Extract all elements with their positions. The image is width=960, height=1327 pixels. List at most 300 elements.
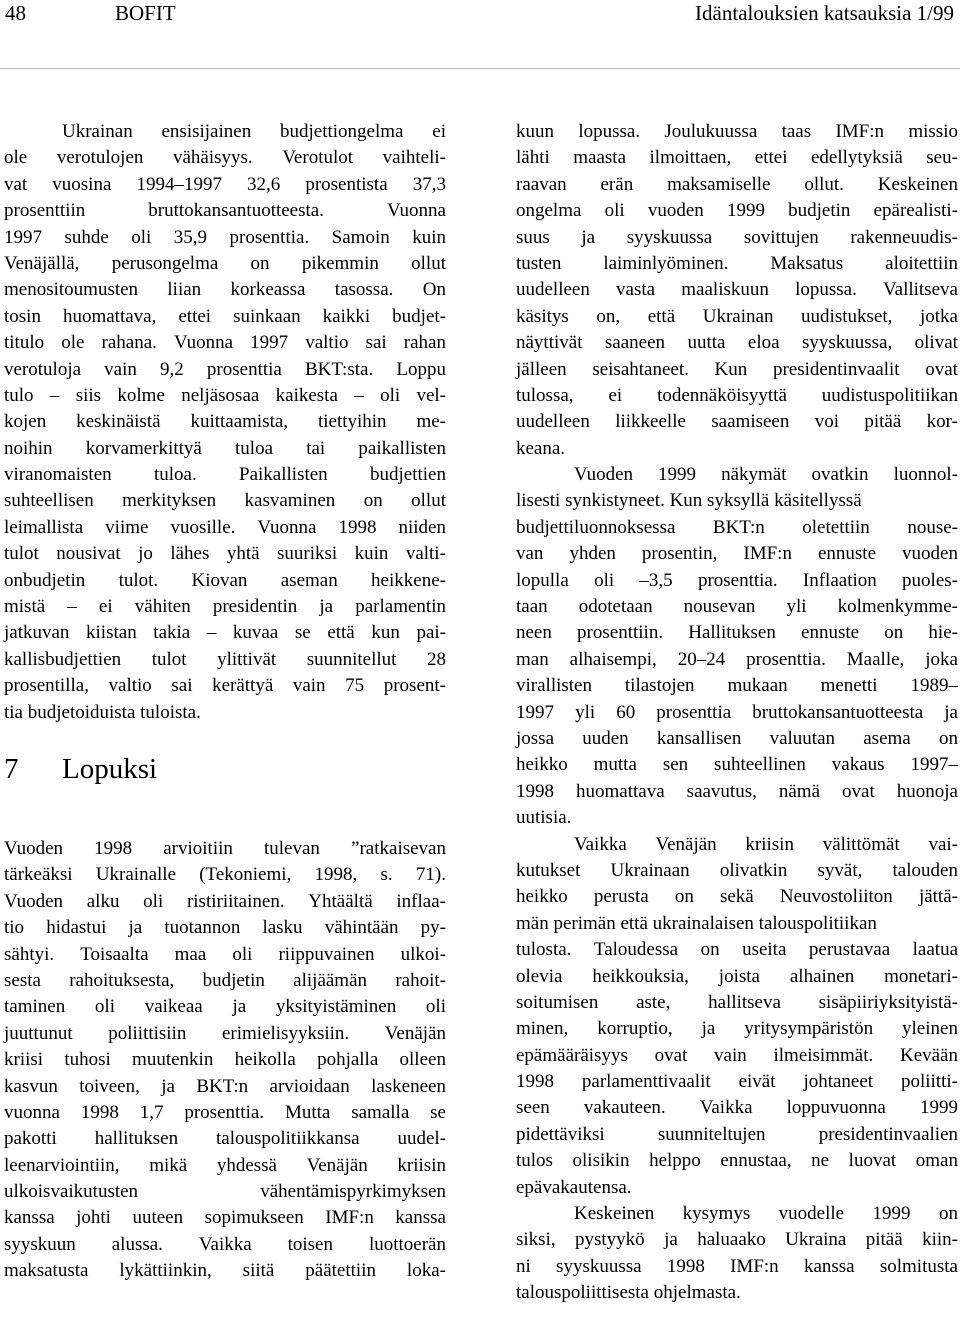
word: mutta [593,754,637,776]
word: kuun [516,121,554,142]
word: syyskuussa [556,1255,642,1277]
word: ensisijainen [161,121,252,142]
text-line [4,277,446,303]
word: vuodelle [778,1203,845,1225]
word: tasossa. [334,279,394,301]
word: luovat [848,1150,897,1172]
word: odotetaan [578,596,653,618]
word: käsitys [516,305,569,327]
text-line [4,968,446,994]
word: prosenttiin. [577,622,664,644]
text-line [4,1205,446,1231]
word: yli [575,701,596,723]
word: suhde [64,226,109,248]
word: mukaan [727,675,788,697]
word: pakotti [4,1128,57,1150]
word: vain [292,675,326,697]
text-line [516,805,958,831]
word: solmitusta [879,1255,958,1277]
text-line [4,862,446,888]
word: on [674,886,694,908]
word: johti [76,1207,111,1229]
word: olevia [516,965,563,987]
word: vähentämispyrkimyksen [260,1181,446,1203]
word: Ukrainalle [95,864,176,886]
word: että [647,305,676,327]
word: Maksatus [770,252,844,274]
word: välittömät [822,833,900,855]
word: jälleen [516,358,567,380]
word: lykättiinkin, [119,1260,212,1282]
word: suunnitellut [306,648,397,670]
word: lähes [170,543,210,565]
word: suuriksi [276,543,338,565]
word: ilmeisimmät. [773,1044,874,1066]
text-line [516,752,958,778]
word: luottoerän [368,1233,446,1255]
text-line [4,251,446,277]
word: tulosta. [516,939,572,961]
word: saaneen [604,332,666,354]
word: Vallitseva [883,279,958,301]
word: ettei [754,147,788,169]
paragraph [516,119,958,462]
word: asema [863,727,911,749]
word: ja [664,1229,678,1251]
word: – [206,622,217,644]
word: liikkeelle [615,411,686,433]
text-line [4,1258,446,1284]
word: taan [516,596,548,618]
word: onbudjetin [4,569,86,591]
word: yksityistäminen [275,996,397,1018]
word: eloa [747,332,780,354]
word: 1998 [94,837,133,859]
word: maksamiselle [667,173,771,195]
word: olisikin [572,1150,630,1172]
word: siksi, [516,1229,556,1251]
word: verotulojen [56,147,144,169]
text-line [516,647,958,673]
word: monetari- [884,965,958,987]
word: siitä [242,1260,275,1282]
word: 35,9 [173,226,208,248]
word: lopulla [516,569,569,591]
word: Vuonna [386,200,446,222]
text-line [4,436,446,462]
word: IMF:n [835,121,885,142]
word: vai- [928,833,958,855]
word: talouspolitiikkansa [215,1128,360,1150]
word: loppuvuonna [786,1097,886,1119]
word: paikallisten [358,437,446,459]
word: edellytyksiä [810,147,903,169]
text-line [516,884,958,910]
word: juuttunut [4,1022,73,1044]
word: Hallituksen [688,622,776,644]
text-line [516,990,958,1016]
word: presidentin [212,596,298,618]
word: ei [98,596,113,618]
text-line [4,1232,446,1258]
text-line [516,1175,958,1201]
word: Kiovan [191,569,248,591]
word: seen [516,1097,550,1119]
word: ja [319,596,334,618]
word: Venäjän [655,833,717,855]
word: yleinen [902,1018,958,1040]
word: rahan [403,332,446,354]
word: heikko [516,754,568,776]
word: perusongelma [111,252,219,274]
word: me- [416,411,446,433]
word: 1997 [250,332,289,354]
word: kallisbudjettien [4,648,122,670]
word: seisahtaneet. [592,358,689,380]
word: ollut [411,490,446,512]
word: rakenneuudis- [850,226,958,248]
word: tio [4,917,25,939]
section-number: 7 [4,752,19,785]
text-line [4,330,446,356]
word: kuin [412,226,446,248]
word: nouse- [907,516,958,538]
word: lähti [516,147,550,169]
text-line [516,462,958,488]
word: samalla [351,1101,410,1123]
word: muutenkin [132,1049,214,1071]
word: on [884,622,904,644]
text-line [516,488,958,514]
text-line [516,620,958,646]
text-line [4,594,446,620]
text-line [4,620,446,646]
word: yhden [569,543,616,565]
word: syyskuussa, [801,332,893,354]
word: ovat [925,358,958,380]
word: – [49,384,60,406]
word: inflaa- [396,890,446,912]
text-line [516,198,958,224]
word: vuosina [52,173,112,195]
paragraph [516,832,958,1201]
word: prosenttiin [4,200,86,222]
word: 1998, [314,864,358,886]
word: 1989– [910,675,958,697]
word: Keskeinen [574,1203,655,1225]
word: 1998 [338,516,377,538]
text-line [516,357,958,383]
text-line [516,1095,958,1121]
word: erän [600,173,634,195]
word: aste, [636,991,671,1013]
word: epävakautensa. [516,1176,632,1198]
word: vuonna [4,1101,60,1123]
word: korruptio, [597,1018,673,1040]
word: BKT:n [712,516,765,538]
word: oli [604,200,625,222]
word: on, [596,305,621,327]
text-line [4,383,446,409]
word: keskinäistä [76,411,161,433]
word: 28 [426,648,446,670]
word: kiistan [86,622,137,644]
word: pitää [865,1229,903,1251]
paragraph [516,1201,958,1307]
text-line [4,488,446,514]
word: talouden [892,859,958,881]
word: kuittaamista, [190,411,289,433]
word: Yhtäältä [308,890,373,912]
text-line [4,462,446,488]
text-line [516,858,958,884]
word: vakauteen. [583,1097,666,1119]
text-line [516,1016,958,1042]
word: tulot [151,648,187,670]
word: oli [232,943,253,965]
word: ollut [411,252,446,274]
text-line [516,911,958,937]
word: puoles- [902,569,958,591]
word: olivat [914,332,958,354]
text-line [516,515,958,541]
word: 1999 [726,200,765,222]
word: sai [171,675,193,697]
word: oli [131,226,152,248]
word: kaikesta [275,384,338,406]
word: man [516,648,549,670]
word: perustavaa [808,939,891,961]
word: sen [662,754,689,776]
word: IMF:n [325,1207,374,1229]
word: Mutta [284,1101,331,1123]
word: kriisin [397,1154,446,1176]
word: vat [4,173,28,195]
word: nousevan [683,596,756,618]
word: ja [232,996,247,1018]
word: Neuvostoliiton [779,886,893,908]
word: Inflaation [802,569,877,591]
word: olivatkin [719,859,788,881]
text-line [4,409,446,435]
word: tuhosi [64,1049,111,1071]
word: Paikallisten [239,464,328,486]
word: ne [811,1150,830,1172]
word: vuoden [647,200,704,222]
word: 1999 [919,1097,958,1119]
word: kuin [354,543,389,565]
word: uutta [687,332,726,354]
word: kutukset [516,859,581,881]
word: laiminlyöminen. [603,252,729,274]
word: vähäisyys. [173,147,253,169]
word: taminen [4,996,66,1018]
text-line [4,1074,446,1100]
word: kolmenkymme- [837,596,958,618]
text-line [516,726,958,752]
word: oli [94,996,115,1018]
word: ennuste [817,543,877,565]
word: tia budjetoiduista tuloista. [4,701,201,723]
text-line [516,673,958,699]
word: se [430,1101,446,1123]
word: (Tekoniemi, [199,864,292,886]
word: tuotannon [164,917,241,939]
word: sesta [4,969,41,991]
word: takia [153,622,191,644]
word: prosenttia. [697,569,778,591]
word: haluaako [697,1229,766,1251]
text-line [516,541,958,567]
word: päätettiin [305,1260,376,1282]
paragraph [4,119,446,726]
word: korkeassa [230,279,306,301]
word: budjettien [369,464,446,486]
text-line [4,225,446,251]
word: rahoit- [395,969,446,991]
word: nousivat [56,543,121,565]
word: kriisin [745,833,794,855]
word: missio [908,121,958,142]
word: ja [128,917,143,939]
word: vasta [616,279,656,301]
word: – [67,596,77,618]
word: maa [174,943,207,965]
text-line [4,889,446,915]
word: py- [420,917,446,939]
word: valtio [305,332,349,354]
word: kuvaa [232,622,279,644]
text-line [516,1227,958,1253]
word: todennäköisyyttä [657,384,787,406]
word: kanssa [4,1207,55,1229]
word: Ukrainan [702,305,774,327]
word: prosenttia [656,701,732,723]
word: ei [432,121,446,142]
word: tilastojen [624,675,695,697]
word: hidastui [46,917,107,939]
word: siis [75,384,102,406]
text-line [4,172,446,198]
word: joista [718,965,760,987]
word: kor- [926,411,958,433]
word: prosentin, [641,543,718,565]
word: on [250,252,270,274]
word: vuosille. [170,516,236,538]
word: 1998 [516,780,554,802]
word: jättä- [918,886,958,908]
word: bruttokansantuotteesta [752,701,924,723]
word: epämääräisyys [516,1044,628,1066]
word: kasvaminen [244,490,336,512]
word: kanssa [395,1207,446,1229]
word: pitää [864,411,902,433]
text-line [516,145,958,171]
word: ovatkin [811,464,869,486]
word: alussa. [111,1233,163,1255]
word: lopussa. [795,279,857,301]
text-line [4,145,446,171]
word: ristiriitainen. [186,890,285,912]
word: soitumisen [516,991,599,1013]
word: vuoden [902,543,958,565]
word: huonoja [896,780,958,802]
word: on [938,1203,958,1225]
word: Vuonna [257,516,317,538]
word: 1994–1997 [136,173,222,195]
word: menetti [820,675,878,697]
word: budjettiluonnoksessa [516,516,676,538]
text-line [4,1179,446,1205]
word: oman [915,1150,958,1172]
word: tai [306,437,326,459]
word: minen, [516,1018,569,1040]
word: uudelleen [516,279,590,301]
text-line [516,1148,958,1174]
word: titulo [4,332,45,354]
word: lopussa. [578,121,641,142]
word: tulevan [264,837,320,859]
word: että [327,622,355,644]
word: suhteellinen [714,754,806,776]
text-line [4,1021,446,1047]
text-line [4,515,446,541]
word: 1997 [4,226,42,248]
word: mikä [149,1154,188,1176]
word: syyskuun [4,1233,76,1255]
word: alijäämän [293,969,368,991]
word: presidentinvaalien [818,1123,958,1145]
word: IMF:n [743,543,792,565]
word: parlamenttivaalit [581,1071,711,1093]
word: Ukraina [785,1229,847,1251]
word: viranomaisten [4,464,112,486]
word: suinkaan [233,305,301,327]
word: Vaikka [574,833,627,855]
text-line [4,1047,446,1073]
word: hallituksen [94,1128,179,1150]
word: kaikki [322,305,371,327]
word: s. [380,864,393,886]
word: kiin- [922,1229,958,1251]
word: alku [86,890,120,912]
word: 1997 [516,701,554,723]
word: kriisi [4,1049,44,1071]
word: heikko [516,886,568,908]
word: presidentinvaalit [772,358,900,380]
word: ulkoisvaikutusten [4,1181,139,1203]
word: vähiten [134,596,191,618]
word: kojen [4,411,47,433]
word: Taloudessa [593,939,679,961]
word: oli [594,569,615,591]
word: luonnol- [893,464,958,486]
text-line [516,251,958,277]
word: johtaneet [803,1071,874,1093]
word: heikolla [234,1049,296,1071]
word: ni [516,1255,531,1277]
word: sisäpiiriyksityistä- [818,991,958,1013]
word: Vuoden [574,464,634,486]
word: pystyykö [575,1229,645,1251]
word: –3,5 [639,569,673,591]
word: sähtyi. [4,943,55,965]
word: ulkoi- [400,943,446,965]
word: 1998 [80,1101,119,1123]
word: laatua [912,939,958,961]
word: ja [581,226,596,248]
word: prosentilla, [4,675,89,697]
